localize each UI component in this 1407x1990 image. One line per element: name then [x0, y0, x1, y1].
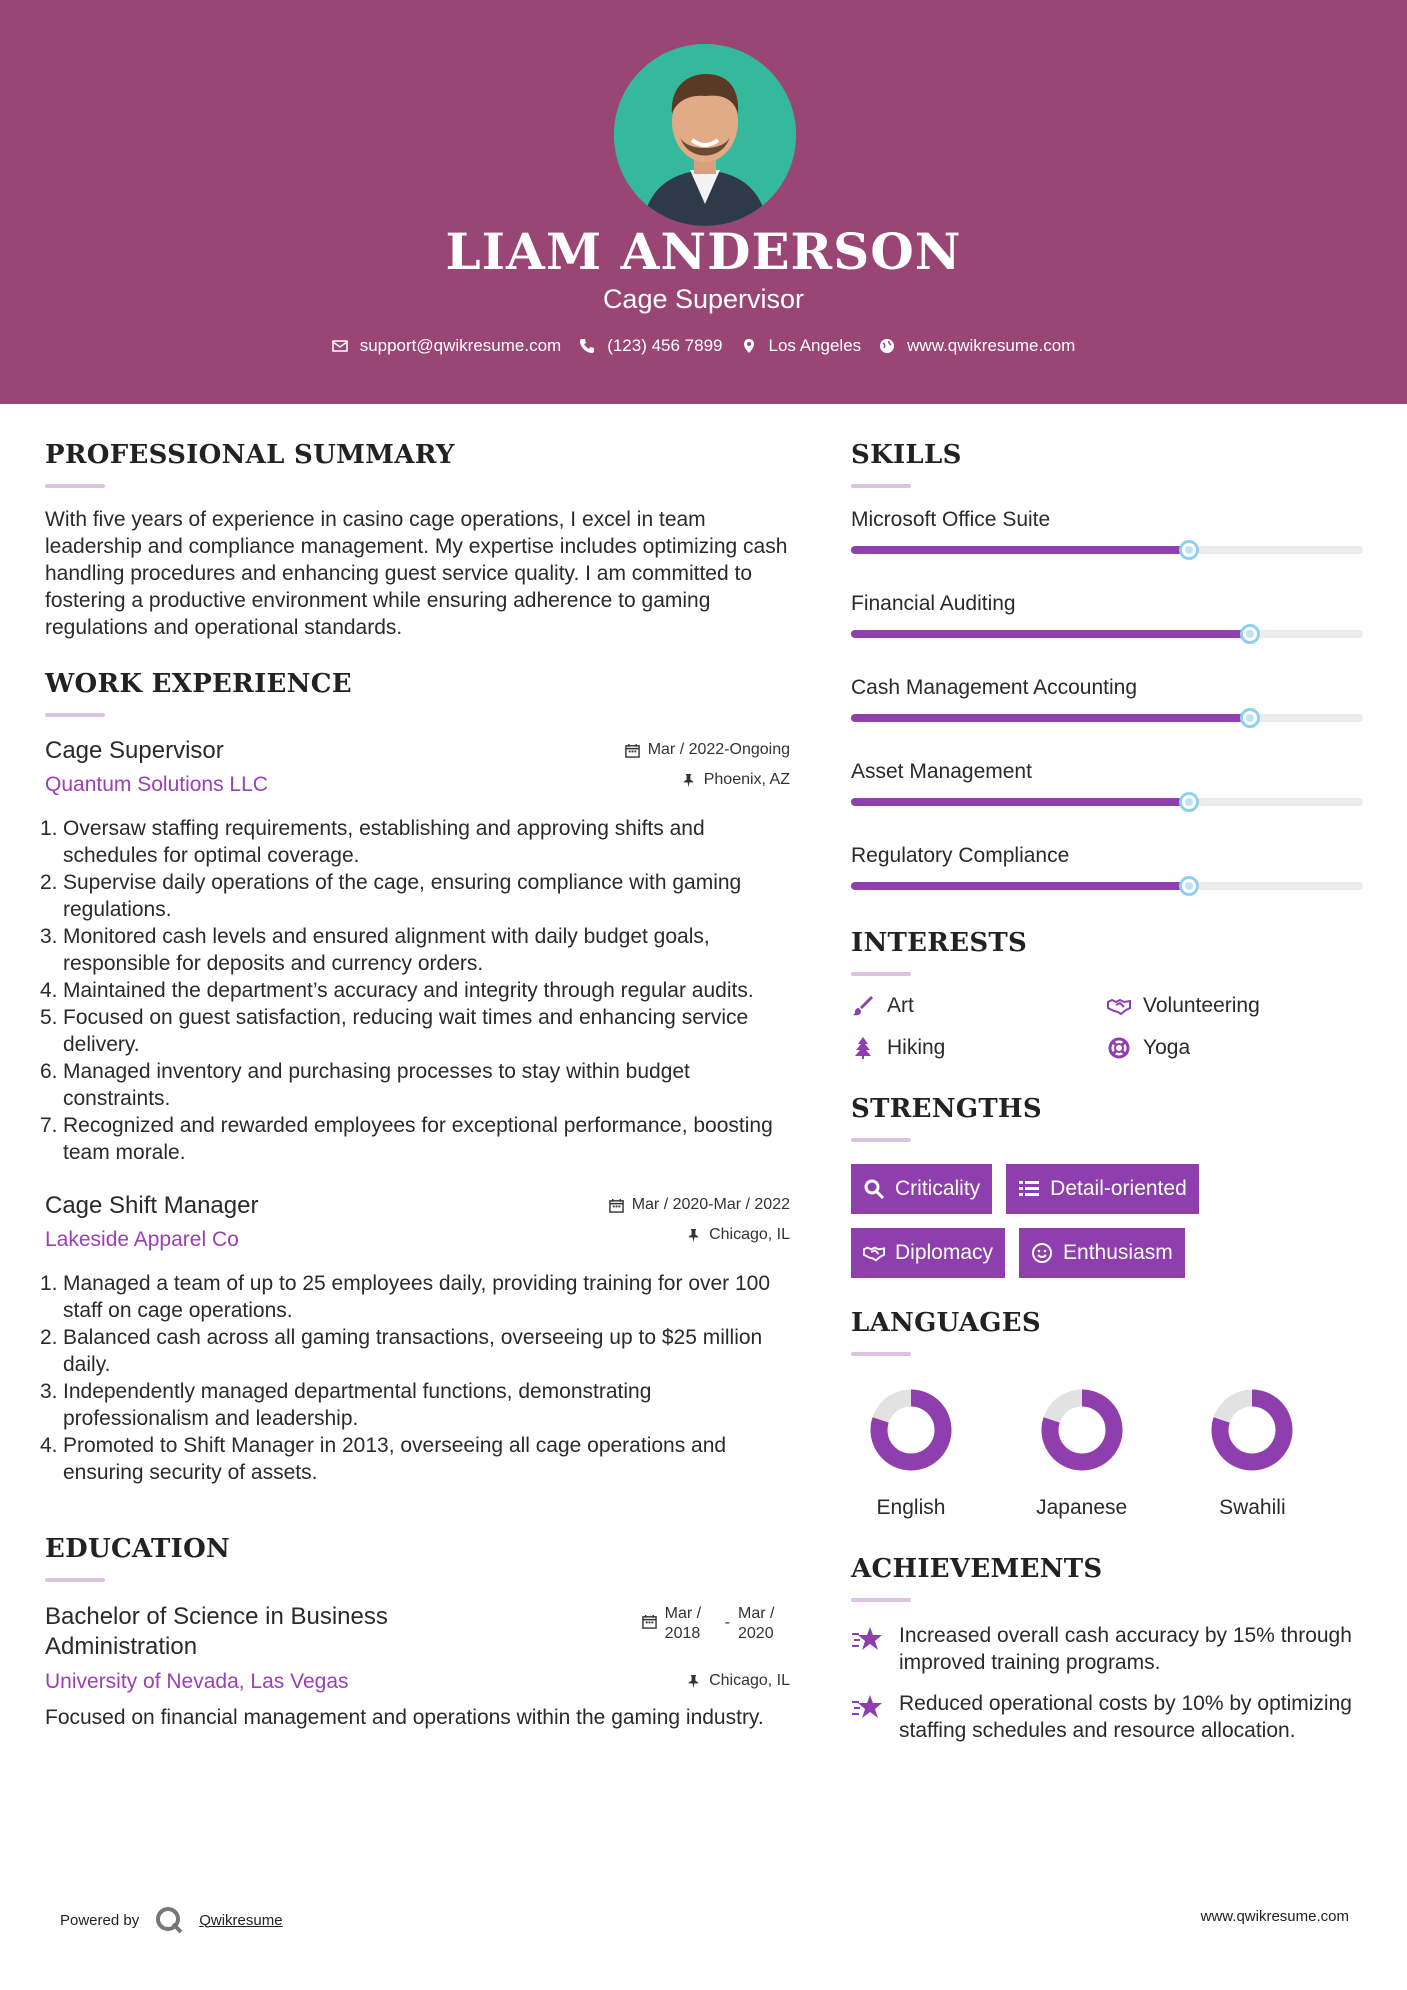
job-header — [45, 1192, 790, 1252]
interest-label: Yoga — [1143, 1036, 1191, 1059]
right-column — [851, 440, 1363, 1744]
footer-url[interactable]: www.qwikresume.com — [1200, 1908, 1349, 1925]
interest-item — [851, 994, 1107, 1018]
profile-photo — [614, 44, 796, 226]
language-ring — [1208, 1386, 1296, 1474]
job-title: Cage Supervisor — [45, 737, 224, 764]
achievement-text: Reduced operational costs by 10% by optimizing staffing schedules and resource allocation. — [899, 1692, 1352, 1742]
section-underline — [851, 972, 911, 976]
contact-bar — [0, 336, 1407, 356]
strengths-heading: STRENGTHS — [851, 1094, 1042, 1124]
language-ring — [867, 1386, 955, 1474]
education-location-text: Chicago, IL — [709, 1672, 790, 1689]
job-bullets — [40, 815, 790, 1166]
contact-email[interactable] — [332, 336, 562, 356]
achievement-item — [851, 1622, 1363, 1676]
left-column — [40, 440, 790, 1731]
skill-bar-fill — [851, 882, 1189, 890]
strength-chip — [1019, 1228, 1185, 1278]
candidate-name: LIAM ANDERSON — [445, 222, 962, 281]
contact-email-text[interactable]: support@qwikresume.com — [359, 336, 562, 355]
achievements-section — [851, 1554, 1363, 1744]
skills-list — [851, 508, 1363, 890]
skill-bar — [851, 882, 1363, 890]
strengths-section — [851, 1094, 1363, 1278]
job-location — [609, 1226, 790, 1244]
list-item: 2. Balanced cash across all gaming transactions, overseeing up to $25 million daily. — [40, 1326, 763, 1376]
pin-icon — [686, 1674, 701, 1689]
job-location-text: Chicago, IL — [709, 1226, 790, 1243]
language-item — [1022, 1386, 1193, 1520]
language-name: English — [876, 1496, 946, 1519]
skills-section — [851, 440, 1363, 890]
job-dates — [609, 1196, 790, 1214]
education-heading: EDUCATION — [45, 1534, 231, 1564]
education-section — [45, 1534, 790, 1731]
skill-bar-fill — [851, 630, 1250, 638]
pin-icon — [681, 773, 696, 788]
strengths-list — [851, 1164, 1271, 1278]
strength-label: Enthusiasm — [1063, 1241, 1173, 1264]
skill-item — [851, 760, 1363, 806]
list-item: 3. Monitored cash levels and ensured alignment with daily budget goals, responsible for deposits and currency orders. — [40, 925, 710, 975]
list-item: 3. Independently managed departmental functions, demonstrating professionalism and leadership. — [40, 1380, 652, 1430]
brand-link[interactable]: Qwikresume — [199, 1911, 283, 1929]
language-ring — [1038, 1386, 1126, 1474]
job-dates-text: Mar / 2020-Mar / 2022 — [631, 1196, 790, 1213]
list-item: 2. Supervise daily operations of the cage, ensuring compliance with gaming regulations. — [40, 871, 742, 921]
job-entry — [40, 737, 790, 1166]
skill-bar-knob — [1240, 624, 1260, 644]
pin-icon — [686, 1228, 701, 1243]
section-underline — [851, 1598, 911, 1602]
skill-bar-fill — [851, 714, 1250, 722]
contact-website[interactable] — [879, 336, 1075, 356]
language-name: Japanese — [1036, 1496, 1128, 1519]
job-dates-text: Mar / 2022-Ongoing — [647, 741, 790, 758]
strength-label: Criticality — [895, 1177, 981, 1200]
list-item: 6. Managed inventory and purchasing processes to stay within budget constraints. — [40, 1060, 690, 1110]
strength-chip — [851, 1164, 992, 1214]
interests-section — [851, 928, 1363, 1060]
languages-section — [851, 1308, 1363, 1520]
skill-bar-fill — [851, 546, 1189, 554]
calendar-icon — [625, 743, 640, 758]
skill-bar — [851, 714, 1363, 722]
interest-item — [1107, 994, 1363, 1018]
section-underline — [45, 1578, 105, 1582]
strength-chip — [1006, 1164, 1199, 1214]
interests-heading: INTERESTS — [851, 928, 1028, 958]
contact-website-text[interactable]: www.qwikresume.com — [907, 336, 1076, 355]
skill-name: Financial Auditing — [851, 592, 1016, 615]
languages-heading: LANGUAGES — [851, 1308, 1041, 1338]
job-location-text: Phoenix, AZ — [703, 771, 790, 788]
strength-chip — [851, 1228, 1005, 1278]
powered-by-label: Powered by — [60, 1911, 140, 1929]
section-underline — [851, 1352, 911, 1356]
candidate-title: Cage Supervisor — [602, 284, 805, 314]
language-item — [851, 1386, 1022, 1520]
skill-bar-knob — [1240, 708, 1260, 728]
skill-bar-knob — [1179, 540, 1199, 560]
strength-label: Diplomacy — [895, 1241, 994, 1264]
job-company: Lakeside Apparel Co — [45, 1228, 239, 1251]
resume-header — [0, 0, 1407, 404]
search-icon — [863, 1178, 885, 1200]
experience-section — [40, 669, 790, 1486]
interests-grid — [851, 994, 1363, 1060]
list-item: 4. Promoted to Shift Manager in 2013, overseeing all cage operations and ensuring security of assets. — [40, 1434, 727, 1484]
contact-location — [741, 336, 862, 356]
interest-item — [1107, 1036, 1363, 1060]
summary-heading: PROFESSIONAL SUMMARY — [45, 440, 455, 470]
skill-bar-knob — [1179, 792, 1199, 812]
list-item: 1. Oversaw staffing requirements, establishing and approving shifts and schedules for optimal coverage. — [40, 817, 705, 867]
interest-label: Volunteering — [1143, 994, 1260, 1017]
skill-name: Regulatory Compliance — [851, 844, 1070, 867]
list-item: 4. Maintained the department’s accuracy and integrity through regular audits. — [40, 979, 754, 1002]
footer — [0, 1894, 1407, 1934]
skill-bar-fill — [851, 798, 1189, 806]
achievement-text: Increased overall cash accuracy by 15% through improved training programs. — [899, 1624, 1352, 1674]
education-location — [642, 1672, 790, 1690]
section-underline — [851, 484, 911, 488]
smile-icon — [1031, 1242, 1053, 1264]
summary-section — [45, 440, 790, 641]
job-header — [45, 737, 790, 797]
contact-phone-text[interactable]: (123) 456 7899 — [607, 336, 723, 355]
list-item: 5. Focused on guest satisfaction, reducing wait times and enhancing service delivery. — [40, 1006, 749, 1056]
job-bullets — [40, 1270, 790, 1486]
contact-phone[interactable] — [579, 336, 722, 356]
education-start: Mar / 2018 — [664, 1605, 702, 1642]
phone-icon — [579, 338, 595, 354]
language-name: Swahili — [1219, 1496, 1286, 1519]
skill-name: Asset Management — [851, 760, 1032, 783]
skill-bar — [851, 546, 1363, 554]
date-separator: - — [724, 1614, 730, 1631]
experience-heading: WORK EXPERIENCE — [45, 669, 352, 699]
list-item: 7. Recognized and rewarded employees for exceptional performance, boosting team morale. — [40, 1114, 773, 1164]
interest-label: Art — [887, 994, 914, 1017]
skill-item — [851, 508, 1363, 554]
skill-item — [851, 844, 1363, 890]
education-header — [45, 1602, 790, 1694]
list-icon — [1018, 1178, 1040, 1200]
section-underline — [851, 1138, 911, 1142]
job-title: Cage Shift Manager — [45, 1192, 259, 1219]
qwikresume-logo-icon — [155, 1906, 183, 1934]
star-icon — [851, 1624, 885, 1654]
skill-name: Microsoft Office Suite — [851, 508, 1051, 531]
summary-text: With five years of experience in casino cage operations, I excel in team leadership and compliance management. My expertise includes optimizing cash handling procedures and enhancing guest service quality. I am committed to fostering a productive environment while ensuring adherence to gaming regulations and operational standards. — [45, 508, 788, 639]
powered-by — [60, 1906, 283, 1934]
education-dates — [642, 1604, 790, 1644]
education-end: Mar / 2020 — [738, 1605, 775, 1642]
strength-label: Detail-oriented — [1050, 1177, 1187, 1200]
interest-label: Hiking — [887, 1036, 946, 1059]
job-dates — [625, 741, 790, 759]
person-avatar-icon — [614, 44, 796, 226]
skill-bar — [851, 798, 1363, 806]
calendar-icon — [642, 1614, 657, 1629]
job-location — [625, 771, 790, 789]
education-description: Focused on financial management and operations within the gaming industry. — [45, 1706, 764, 1729]
tree-icon — [851, 1036, 875, 1060]
language-item — [1192, 1386, 1363, 1520]
handshake-icon — [1107, 994, 1131, 1018]
list-item: 1. Managed a team of up to 25 employees daily, providing training for over 100 staff on cage operations. — [40, 1272, 771, 1322]
skill-item — [851, 676, 1363, 722]
calendar-icon — [609, 1198, 624, 1213]
section-underline — [45, 713, 105, 717]
skill-bar — [851, 630, 1363, 638]
globe-icon — [879, 338, 895, 354]
skills-heading: SKILLS — [851, 440, 962, 470]
lifering-icon — [1107, 1036, 1131, 1060]
skill-item — [851, 592, 1363, 638]
star-icon — [851, 1692, 885, 1722]
job-company: Quantum Solutions LLC — [45, 773, 268, 796]
languages-list — [851, 1386, 1363, 1520]
envelope-icon — [332, 338, 348, 354]
paintbrush-icon — [851, 994, 875, 1018]
interest-item — [851, 1036, 1107, 1060]
skill-bar-knob — [1179, 876, 1199, 896]
contact-location-text: Los Angeles — [768, 336, 862, 355]
handshake-icon — [863, 1242, 885, 1264]
achievements-heading: ACHIEVEMENTS — [851, 1554, 1103, 1584]
degree-title: Bachelor of Science in Business Administration — [45, 1603, 388, 1660]
map-pin-icon — [741, 338, 757, 354]
job-entry — [40, 1192, 790, 1486]
achievement-item — [851, 1690, 1363, 1744]
skill-name: Cash Management Accounting — [851, 676, 1138, 699]
school-name: University of Nevada, Las Vegas — [45, 1670, 349, 1693]
section-underline — [45, 484, 105, 488]
